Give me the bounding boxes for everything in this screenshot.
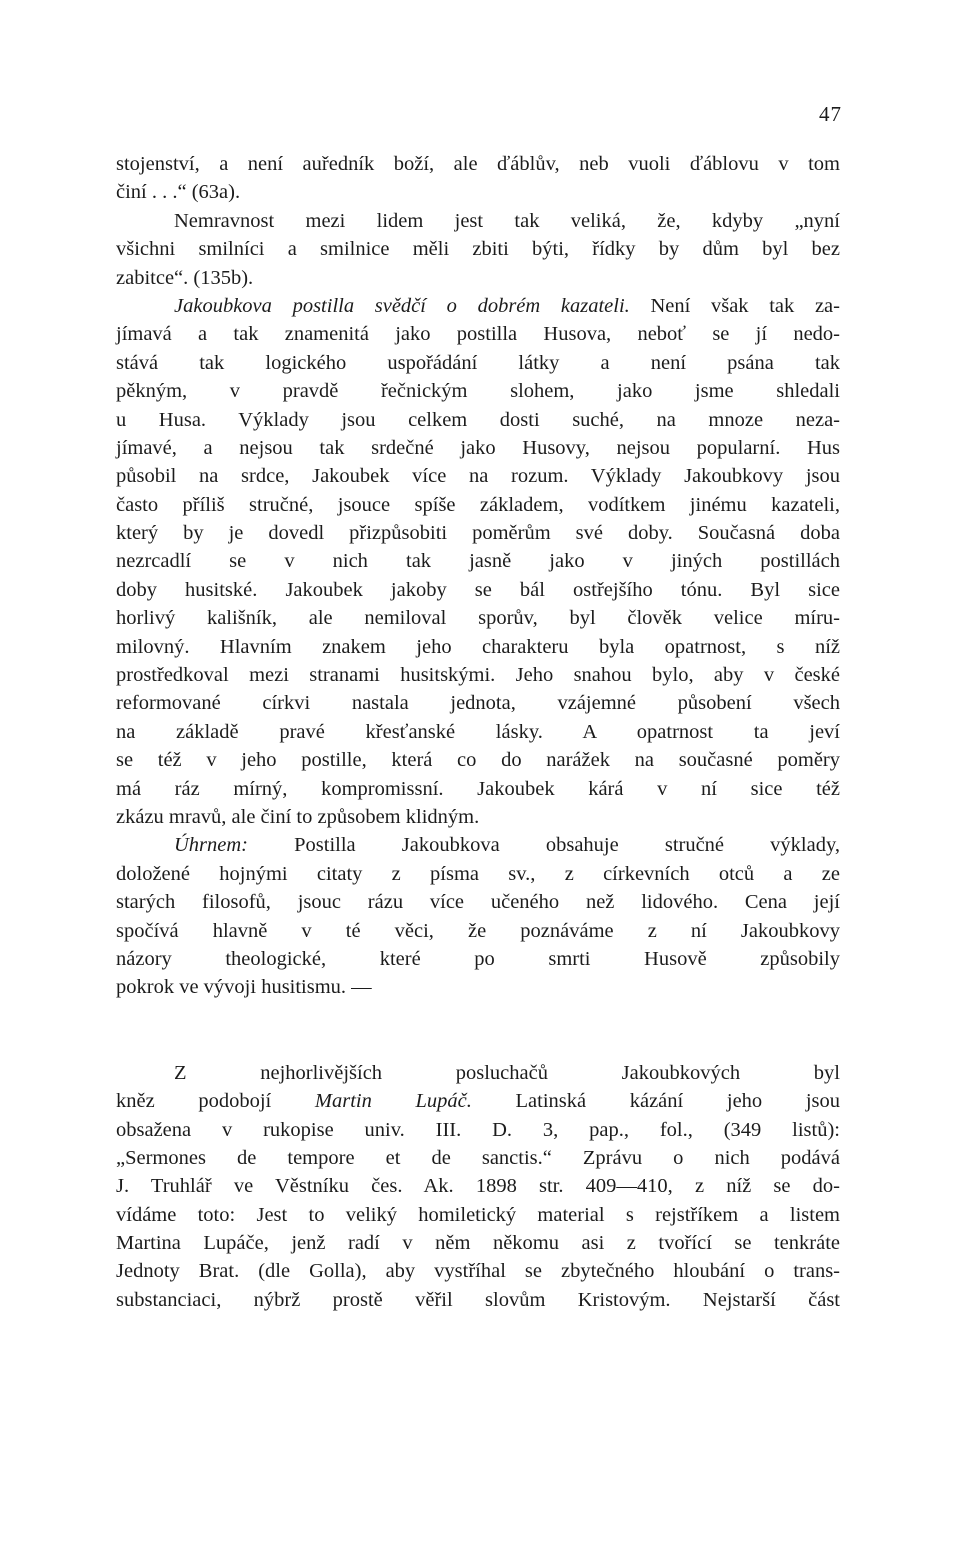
text-line: obsažena v rukopise univ. III. D. 3, pap., fol., (349 listů): — [116, 1118, 840, 1141]
section-gap — [116, 1002, 840, 1059]
text-line: substanciaci, nýbrž prostě věřil slovům Kristovým. Nejstarší část — [116, 1288, 840, 1311]
text-section-2 — [116, 1059, 840, 1315]
text-line: na základě pravé křesťanské lásky. A opatrnost ta jeví — [116, 720, 840, 743]
text-line: má ráz mírný, kompromissní. Jakoubek kárá v ní sice též — [116, 777, 840, 800]
text-line: Úhrnem: Postilla Jakoubkova obsahuje stručné výklady, — [174, 834, 840, 857]
text-line: jímavá a tak znamenitá jako postilla Husova, neboť se jí nedo- — [116, 323, 840, 346]
text-line: často příliš stručné, jsouce spíše základem, vodítkem jinému kazateli, — [116, 493, 840, 516]
text-line: Jakoubkova postilla svědčí o dobrém kazateli. Není však tak za- — [174, 294, 840, 317]
text-line: Martina Lupáče, jenž radí v něm někomu asi z tvořící se tenkráte — [116, 1232, 840, 1255]
text-line: doložené hojnými citaty z písma sv., z církevních otců a ze — [116, 862, 840, 885]
text-line: pěkným, v pravdě řečnickým slohem, jako jsme shledali — [116, 380, 840, 403]
text-line: působil na srdce, Jakoubek více na rozum. Výklady Jakoubkovy jsou — [116, 465, 840, 488]
text-line: Nemravnost mezi lidem jest tak veliká, že, kdyby „nyní — [174, 209, 840, 232]
text-line: spočívá hlavně v té věci, že poznáváme z ní Jakoubkovy — [116, 919, 840, 942]
text-line: stává tak logického uspořádání látky a není psána tak — [116, 351, 840, 374]
text-line: reformované církvi nastala jednota, vzájemné působení všech — [116, 692, 840, 715]
text-line: všichni smilníci a smilnice měli zbiti býti, řídky by dům byl bez — [116, 238, 840, 261]
text-line: názory theologické, které po smrti Husově způsobily — [116, 947, 840, 970]
body-text — [116, 150, 840, 1314]
text-line: doby husitské. Jakoubek jakoby se bál ostřejšího tónu. Byl sice — [116, 578, 840, 601]
text-line: činí . . .“ (63a). — [116, 181, 241, 204]
text-line: se též v jeho postille, která co do narážek na současné poměry — [116, 749, 840, 772]
text-line: zabitce“. (135b). — [116, 266, 254, 289]
text-line: který by je dovedl přizpůsobiti poměrům své doby. Současná doba — [116, 522, 840, 545]
text-line: milovný. Hlavním znakem jeho charakteru byla opatrnost, s níž — [116, 635, 840, 658]
text-line: vídáme toto: Jest to veliký homiletický material s rejstříkem a listem — [116, 1203, 840, 1226]
text-line: starých filosofů, jsouc rázu více učeného než lidového. Cena její — [116, 891, 840, 914]
text-line: Z nejhorlivějších posluchačů Jakoubkových byl — [174, 1061, 840, 1084]
text-line: jímavé, a nejsou tak srdečné jako Husovy, nejsou popularní. Hus — [116, 436, 840, 459]
text-section-1 — [116, 150, 840, 1002]
text-line: prostředkoval mezi stranami husitskými. Jeho snahou bylo, aby v české — [116, 664, 840, 687]
page-number: 47 — [819, 102, 842, 126]
text-line: u Husa. Výklady jsou celkem dosti suché, na mnoze neza- — [116, 408, 840, 431]
text-line: „Sermones de tempore et de sanctis.“ Zprávu o nich podává — [116, 1146, 840, 1169]
text-line: pokrok ve vývoji husitismu. — — [116, 976, 372, 999]
text-line: horlivý kališník, ale nemiloval sporův, byl člověk velice míru- — [116, 607, 840, 630]
text-line: stojenství, a není auředník boží, ale ďáblův, neb vuoli ďáblovu v tom — [116, 153, 840, 175]
text-line: Jednoty Brat. (dle Golla), aby vystříhal se zbytečného hloubání o trans- — [116, 1260, 840, 1283]
text-line: J. Truhlář ve Věstníku čes. Ak. 1898 str. 409—410, z níž se do- — [116, 1175, 840, 1198]
text-line: kněz podobojí Martin Lupáč. Latinská kázání jeho jsou — [116, 1090, 840, 1113]
text-line: nezrcadlí se v nich tak jasně jako v jiných postillách — [116, 550, 840, 573]
text-line: zkázu mravů, ale činí to způsobem klidným. — [116, 805, 480, 828]
